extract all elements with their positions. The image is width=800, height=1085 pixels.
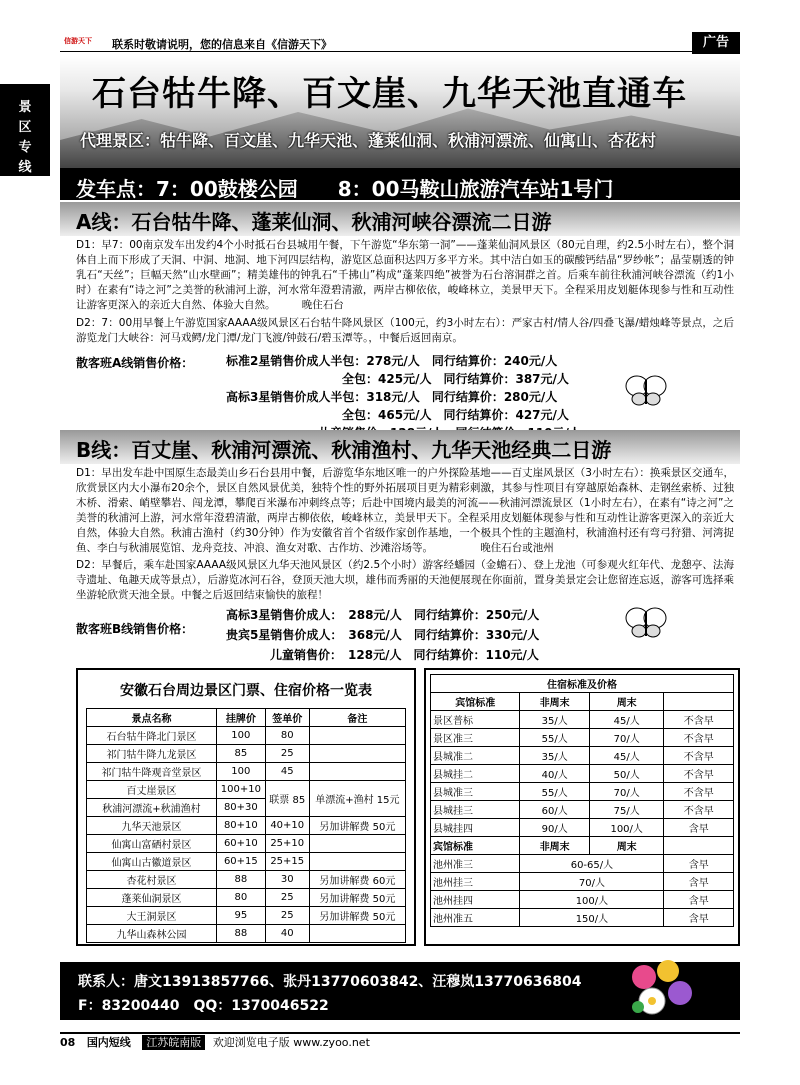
table-row bbox=[87, 727, 406, 745]
trade-price: 427元/人 bbox=[515, 408, 569, 422]
line-b-title: B线：百丈崖、秋浦河漂流、秋浦渔村、九华天池经典二日游 bbox=[60, 430, 740, 464]
table-cell: 150/人 bbox=[520, 909, 664, 927]
table-cell: 不含早 bbox=[664, 765, 734, 783]
price-tier: 高标3星销售价成人： bbox=[226, 608, 337, 622]
table-cell: 仙寓山富硒村景区 bbox=[87, 835, 217, 853]
table-row bbox=[87, 907, 406, 925]
table-cell: 九华天池景区 bbox=[87, 817, 217, 835]
trade-label: 同行结算价： bbox=[431, 390, 504, 404]
sale-price: 318元/人 bbox=[366, 390, 420, 404]
table-cell: 88 bbox=[217, 925, 266, 943]
table-cell: 95 bbox=[217, 907, 266, 925]
table-row bbox=[87, 925, 406, 943]
price-row bbox=[270, 646, 539, 663]
table-cell: 55/人 bbox=[520, 729, 590, 747]
table-cell: 100/人 bbox=[589, 819, 663, 837]
line-a-day1: D1：早7：00南京发车出发约4个小时抵石台县城用午餐，下午游览“华东第一洞”——蓬莱仙洞风景区（80元自理，约2.5小时左右），整个洞体自上而下形成了天洞、中洞、地洞、地下河四层结构，游览区总面积达四万多平方米。其中洁白如玉的碳酸钙结晶“罗纱帐”；晶莹剔透的钟乳石“天丝”；巨幅天然“山水壁画”；精美雄伟的钟乳石“千拂山”构成“蓬莱四绝”被誉为石台溶洞群之首。后乘车前往秋浦河峡谷漂流（约1小时）在素有“诗之河”之美誉的秋浦河上游，河水常年澄碧清澈，两岸古柳依依，峻峰林立，美景甲天下。全程采用皮划艇体现参与性和互动性让游客更深入的亲近大自然、体验大自然。 晚住石台 bbox=[76, 239, 734, 311]
table-cell: 另加讲解费 60元 bbox=[309, 871, 405, 889]
butterfly-icon bbox=[624, 604, 668, 640]
table-row bbox=[431, 909, 734, 927]
table-cell: 县城挂四 bbox=[431, 819, 520, 837]
sale-price: 465元/人 bbox=[378, 408, 432, 422]
brand-logo: 信游天下 bbox=[64, 37, 92, 45]
price-tier: 全包： bbox=[342, 408, 379, 422]
trade-price: 280元/人 bbox=[503, 390, 558, 404]
price-tier: 儿童销售价： bbox=[270, 648, 337, 662]
sale-price: 368元/人 bbox=[348, 628, 402, 642]
table-header bbox=[431, 837, 734, 855]
line-a-price-label: 散客班A线销售价格： bbox=[76, 356, 194, 370]
price-tier: 贵宾5星销售价成人： bbox=[226, 628, 337, 642]
trade-price: 387元/人 bbox=[515, 372, 569, 386]
column-header: 景点名称 bbox=[87, 709, 217, 727]
table-cell: 40+10 bbox=[265, 817, 309, 835]
hero-title: 石台牯牛降、百文崖、九华天池直通车 bbox=[92, 74, 687, 114]
footer bbox=[60, 1032, 740, 1052]
table-cell: 九华山森林公园 bbox=[87, 925, 217, 943]
table-row bbox=[87, 781, 406, 799]
table-cell: 70/人 bbox=[589, 783, 663, 801]
column-header: 签单价 bbox=[265, 709, 309, 727]
price-tier: 全包： bbox=[342, 372, 379, 386]
price-row bbox=[226, 626, 539, 643]
table-row bbox=[431, 711, 734, 729]
table-cell: 80 bbox=[217, 889, 266, 907]
sale-price: 128元/人 bbox=[348, 648, 402, 662]
table-cell: 60-65/人 bbox=[520, 855, 664, 873]
table-cell bbox=[309, 925, 405, 943]
table-cell: 百丈崖景区 bbox=[87, 781, 217, 799]
column-header bbox=[664, 693, 734, 711]
table-cell: 县城准二 bbox=[431, 747, 520, 765]
table-cell: 杏花村景区 bbox=[87, 871, 217, 889]
table-row bbox=[431, 873, 734, 891]
price-row bbox=[226, 388, 557, 405]
table-cell: 100/人 bbox=[520, 891, 664, 909]
trade-price: 250元/人 bbox=[485, 608, 540, 622]
table-cell: 45/人 bbox=[589, 747, 663, 765]
side-tab-label: 景区专线 bbox=[18, 100, 32, 175]
table-cell: 25+10 bbox=[265, 835, 309, 853]
table-cell: 单漂流+渔村 15元 bbox=[309, 781, 405, 817]
sale-price: 288元/人 bbox=[348, 608, 402, 622]
trade-label: 同行结算价： bbox=[413, 608, 486, 622]
table-cell: 55/人 bbox=[520, 783, 590, 801]
source-note: 联系时敬请说明，您的信息来自《信游天下》 bbox=[112, 38, 332, 51]
contact-people: 联系人：唐文13913857766、张丹13770603842、汪穆岚13770636804 bbox=[78, 974, 582, 990]
price-tier: 标准2星销售价成人半包： bbox=[226, 354, 367, 368]
table-cell: 25+15 bbox=[265, 853, 309, 871]
table-cell: 50/人 bbox=[589, 765, 663, 783]
table-cell bbox=[309, 763, 405, 781]
trade-price: 240元/人 bbox=[503, 354, 558, 368]
table-row bbox=[431, 783, 734, 801]
table-cell: 县城挂三 bbox=[431, 801, 520, 819]
trade-label: 同行结算价： bbox=[431, 354, 504, 368]
table-row bbox=[431, 801, 734, 819]
table-cell: 祁门牯牛降九龙景区 bbox=[87, 745, 217, 763]
table-cell: 景区准三 bbox=[431, 729, 520, 747]
table-row bbox=[87, 835, 406, 853]
trade-label: 同行结算价： bbox=[443, 372, 516, 386]
table-cell: 100 bbox=[217, 763, 266, 781]
table-cell: 70/人 bbox=[589, 729, 663, 747]
table-cell: 联票 85 bbox=[265, 781, 309, 817]
table-cell: 30 bbox=[265, 871, 309, 889]
table-row bbox=[87, 763, 406, 781]
price-tier: 高标3星销售价成人半包： bbox=[226, 390, 367, 404]
side-tab bbox=[0, 84, 50, 176]
trade-price: 330元/人 bbox=[485, 628, 540, 642]
line-b-day2: D2：早餐后，乘车赴国家AAAA级风景区九华天池风景区（约2.5个小时）游客经蟠园（金蟾石）、登上龙池（可参观火红年代、龙憩亭、法海寺遗址、龟趣天成等景点），后游览冰河石谷，登顶天池大坝，雄伟而秀丽的天池便展现在你面前，置身美景定会让您留连忘返，游客可选择乘坐游轮欣赏天池全景。中餐之后返回结束愉快的旅程！ bbox=[76, 559, 734, 601]
table-cell: 45/人 bbox=[589, 711, 663, 729]
sale-price: 278元/人 bbox=[366, 354, 420, 368]
trade-label: 同行结算价： bbox=[413, 648, 486, 662]
table-cell: 40 bbox=[265, 925, 309, 943]
table-cell: 石台牯牛降北门景区 bbox=[87, 727, 217, 745]
table-cell: 40/人 bbox=[520, 765, 590, 783]
table-cell: 60+15 bbox=[217, 853, 266, 871]
ticket-table-title: 安徽石台周边景区门票、住宿价格一览表 bbox=[120, 683, 372, 699]
table-cell: 100 bbox=[217, 727, 266, 745]
column-header bbox=[664, 837, 734, 855]
line-a-day2: D2：7：00用早餐上午游览国家AAAA级风景区石台牯牛降风景区（100元，约3小时左右）：严家古村/情人谷/四叠飞瀑/蜡烛峰等景点，之后游览龙门大峡谷：河马戏鳄/龙门潭/龙门飞渡/钟鼓石/碧玉潭等。，中餐后返回南京。 bbox=[76, 317, 734, 344]
table-cell bbox=[309, 745, 405, 763]
table-cell: 含早 bbox=[664, 909, 734, 927]
table-cell: 县城挂二 bbox=[431, 765, 520, 783]
table-row bbox=[87, 745, 406, 763]
table-cell: 仙寓山古徽道景区 bbox=[87, 853, 217, 871]
table-cell: 秋浦河漂流+秋浦渔村 bbox=[87, 799, 217, 817]
table-cell bbox=[309, 727, 405, 745]
table-cell: 大王洞景区 bbox=[87, 907, 217, 925]
departure-bar: 发车点：7：00鼓楼公园 8：00马鞍山旅游汽车站1号门 bbox=[60, 168, 740, 200]
ticket-price-panel bbox=[76, 668, 416, 946]
table-row bbox=[87, 871, 406, 889]
table-cell: 另加讲解费 50元 bbox=[309, 907, 405, 925]
table-row bbox=[431, 891, 734, 909]
table-cell: 75/人 bbox=[589, 801, 663, 819]
line-b-day1: D1：早出发车赴中国原生态最美山乡石台县用中餐，后游览华东地区唯一的户外探险基地——百丈崖风景区（3小时左右）：换乘景区交通车，欣赏景区内大小瀑布20余个，景区自然风景优美，独特个性的野外拓展项目更为精彩刺激，其参与性项目有穿越原始森林、走钢丝索桥、过独木桥、滑索、峭壁攀岩、闯龙潭，攀爬百米瀑布冲刺终点等；后赴中国境内最美的河流——秋浦河漂流景区（1小时左右），在素有“诗之河”之美誉的秋浦河上游，河水常年澄碧清澈，两岸古柳依依，峻峰林立，美景甲天下。全程采用皮划艇体现参与性和互动性让游客更深入的亲近大自然，体验大自然。秋浦古渔村（约30分钟）作为安徽省首个省级作家创作基地，一个极具个性的主题渔村，秋浦渔村还有弯弓狩猎、河湾捉鱼、李白与秋浦展览馆、龙舟竞技、冲浪、渔女对歌、古作坊、沙滩浴场等。 晚住石台或池州 bbox=[76, 467, 734, 554]
agency-list: 代理景区：牯牛降、百文崖、九华天池、蓬莱仙洞、秋浦河漂流、仙寓山、杏花村 bbox=[80, 131, 657, 150]
trade-price: 110元/人 bbox=[485, 648, 539, 662]
table-cell: 县城准三 bbox=[431, 783, 520, 801]
table-cell: 含早 bbox=[664, 873, 734, 891]
table-cell: 70/人 bbox=[520, 873, 664, 891]
table-cell: 60+10 bbox=[217, 835, 266, 853]
table-cell: 35/人 bbox=[520, 747, 590, 765]
column-header: 挂牌价 bbox=[217, 709, 266, 727]
column-header: 非周末 bbox=[520, 837, 590, 855]
table-row bbox=[87, 889, 406, 907]
table-cell bbox=[309, 835, 405, 853]
hotel-table-title: 住宿标准及价格 bbox=[431, 675, 734, 693]
table-cell: 池州挂四 bbox=[431, 891, 520, 909]
column-header: 宾馆标准 bbox=[431, 693, 520, 711]
table-cell: 35/人 bbox=[520, 711, 590, 729]
table-cell: 不含早 bbox=[664, 801, 734, 819]
line-b-price-label: 散客班B线销售价格： bbox=[76, 622, 194, 636]
sale-price: 425元/人 bbox=[378, 372, 432, 386]
table-cell: 60/人 bbox=[520, 801, 590, 819]
section-name: 国内短线 bbox=[86, 1036, 131, 1049]
table-cell: 景区普标 bbox=[431, 711, 520, 729]
table-row bbox=[431, 747, 734, 765]
table-cell: 蓬莱仙洞景区 bbox=[87, 889, 217, 907]
table-row bbox=[431, 855, 734, 873]
price-row bbox=[342, 370, 569, 387]
table-header bbox=[431, 693, 734, 711]
hotel-table bbox=[430, 674, 734, 927]
column-header: 备注 bbox=[309, 709, 405, 727]
table-cell: 不含早 bbox=[664, 711, 734, 729]
column-header: 非周末 bbox=[520, 693, 590, 711]
ticket-table bbox=[86, 708, 406, 943]
table-cell: 88 bbox=[217, 871, 266, 889]
table-cell: 90/人 bbox=[520, 819, 590, 837]
flowers-icon bbox=[624, 955, 698, 1019]
column-header: 宾馆标准 bbox=[431, 837, 520, 855]
table-cell: 80+10 bbox=[217, 817, 266, 835]
table-row bbox=[87, 817, 406, 835]
table-cell: 不含早 bbox=[664, 783, 734, 801]
table-cell: 80+30 bbox=[217, 799, 266, 817]
price-row bbox=[226, 606, 539, 623]
trade-label: 同行结算价： bbox=[413, 628, 486, 642]
table-cell: 80 bbox=[265, 727, 309, 745]
table-cell: 不含早 bbox=[664, 729, 734, 747]
table-row bbox=[431, 729, 734, 747]
column-header: 周末 bbox=[589, 837, 663, 855]
table-cell bbox=[309, 853, 405, 871]
table-cell: 85 bbox=[217, 745, 266, 763]
table-cell: 池州准三 bbox=[431, 855, 520, 873]
table-cell: 池州准五 bbox=[431, 909, 520, 927]
table-cell: 含早 bbox=[664, 891, 734, 909]
table-cell: 不含早 bbox=[664, 747, 734, 765]
edition-badge: 江苏皖南版 bbox=[142, 1035, 205, 1050]
contact-fax-qq: F：83200440 QQ：1370046522 bbox=[78, 998, 329, 1014]
table-cell: 含早 bbox=[664, 819, 734, 837]
table-cell: 25 bbox=[265, 907, 309, 925]
butterfly-icon bbox=[624, 372, 668, 408]
table-cell: 池州挂三 bbox=[431, 873, 520, 891]
site-link[interactable]: 欢迎浏览电子版 www.zyoo.net bbox=[212, 1036, 370, 1049]
table-cell: 100+10 bbox=[217, 781, 266, 799]
table-cell: 含早 bbox=[664, 855, 734, 873]
hotel-price-panel bbox=[424, 668, 740, 946]
ad-tag: 广告 bbox=[692, 32, 740, 54]
table-cell: 另加讲解费 50元 bbox=[309, 817, 405, 835]
table-row bbox=[87, 853, 406, 871]
table-cell: 另加讲解费 50元 bbox=[309, 889, 405, 907]
table-header bbox=[87, 709, 406, 727]
table-cell: 25 bbox=[265, 889, 309, 907]
table-row bbox=[431, 765, 734, 783]
table-row bbox=[431, 819, 734, 837]
page-number: 08 bbox=[60, 1036, 76, 1049]
price-row bbox=[226, 352, 557, 369]
price-row bbox=[342, 406, 569, 423]
table-cell: 45 bbox=[265, 763, 309, 781]
trade-label: 同行结算价： bbox=[443, 408, 516, 422]
table-title-row bbox=[431, 675, 734, 693]
table-cell: 25 bbox=[265, 745, 309, 763]
line-a-title: A线：石台牯牛降、蓬莱仙洞、秋浦河峡谷漂流二日游 bbox=[60, 202, 740, 236]
column-header: 周末 bbox=[589, 693, 663, 711]
table-cell: 祁门牯牛降观音堂景区 bbox=[87, 763, 217, 781]
